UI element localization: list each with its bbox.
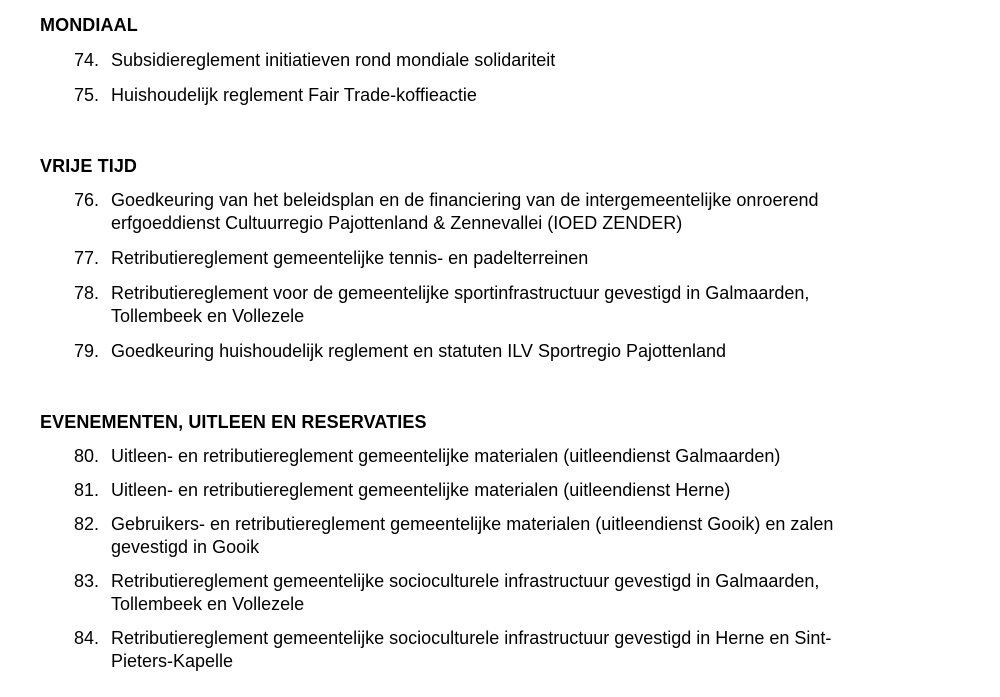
item-text-line-2: gevestigd in Gooik — [111, 537, 260, 557]
item-text-line-2: erfgoeddienst Cultuurregio Pajottenland & Zennevallei (IOED ZENDER) — [111, 213, 683, 233]
list-item — [40, 84, 960, 107]
section-mondiaal — [40, 14, 960, 107]
item-number: 75. — [74, 85, 100, 105]
item-number: 78. — [74, 283, 100, 303]
item-number: 84. — [74, 628, 100, 648]
list-item — [40, 49, 960, 72]
list-item — [40, 570, 960, 616]
item-text: Retributiereglement gemeentelijke tennis- en padelterreinen — [111, 248, 589, 268]
item-text: Huishoudelijk reglement Fair Trade-koffieactie — [111, 85, 477, 105]
item-number: 79. — [74, 341, 100, 361]
list-item — [40, 282, 960, 328]
section-title: EVENEMENTEN, UITLEEN EN RESERVATIES — [40, 412, 427, 432]
item-number: 83. — [74, 571, 100, 591]
item-text-line-1: Gebruikers- en retributiereglement gemeentelijke materialen (uitleendienst Gooik) en zalen — [111, 514, 834, 534]
item-text: Subsidiereglement initiatieven rond mondiale solidariteit — [111, 50, 556, 70]
item-text-line-2: Pieters-Kapelle — [111, 651, 234, 671]
item-text: Uitleen- en retributiereglement gemeentelijke materialen (uitleendienst Galmaarden) — [111, 446, 781, 466]
section-evenementen — [40, 411, 960, 673]
item-text-line-2: Tollembeek en Vollezele — [111, 594, 305, 614]
item-number: 76. — [74, 190, 100, 210]
item-text: Uitleen- en retributiereglement gemeentelijke materialen (uitleendienst Herne) — [111, 480, 731, 500]
list-item — [40, 247, 960, 270]
item-text-line-1: Retributiereglement voor de gemeentelijke sportinfrastructuur gevestigd in Galmaarden, — [111, 283, 810, 303]
item-text-line-1: Retributiereglement gemeentelijke socioculturele infrastructuur gevestigd in Herne en Sint- — [111, 628, 832, 648]
item-number: 80. — [74, 446, 100, 466]
section-title: MONDIAAL — [40, 15, 138, 35]
list-item — [40, 189, 960, 235]
list-item — [40, 513, 960, 559]
section-title: VRIJE TIJD — [40, 156, 138, 176]
item-number: 77. — [74, 248, 100, 268]
item-number: 74. — [74, 50, 100, 70]
list-item — [40, 479, 960, 502]
list-item — [40, 627, 960, 673]
section-vrije-tijd — [40, 155, 960, 363]
list-item — [40, 340, 960, 363]
item-text: Goedkeuring huishoudelijk reglement en statuten ILV Sportregio Pajottenland — [111, 341, 727, 361]
list-item — [40, 445, 960, 468]
item-number: 82. — [74, 514, 100, 534]
item-text-line-2: Tollembeek en Vollezele — [111, 306, 305, 326]
item-number: 81. — [74, 480, 100, 500]
item-text-line-1: Retributiereglement gemeentelijke socioculturele infrastructuur gevestigd in Galmaarden, — [111, 571, 820, 591]
item-text-line-1: Goedkeuring van het beleidsplan en de financiering van de intergemeentelijke onroerend — [111, 190, 819, 210]
